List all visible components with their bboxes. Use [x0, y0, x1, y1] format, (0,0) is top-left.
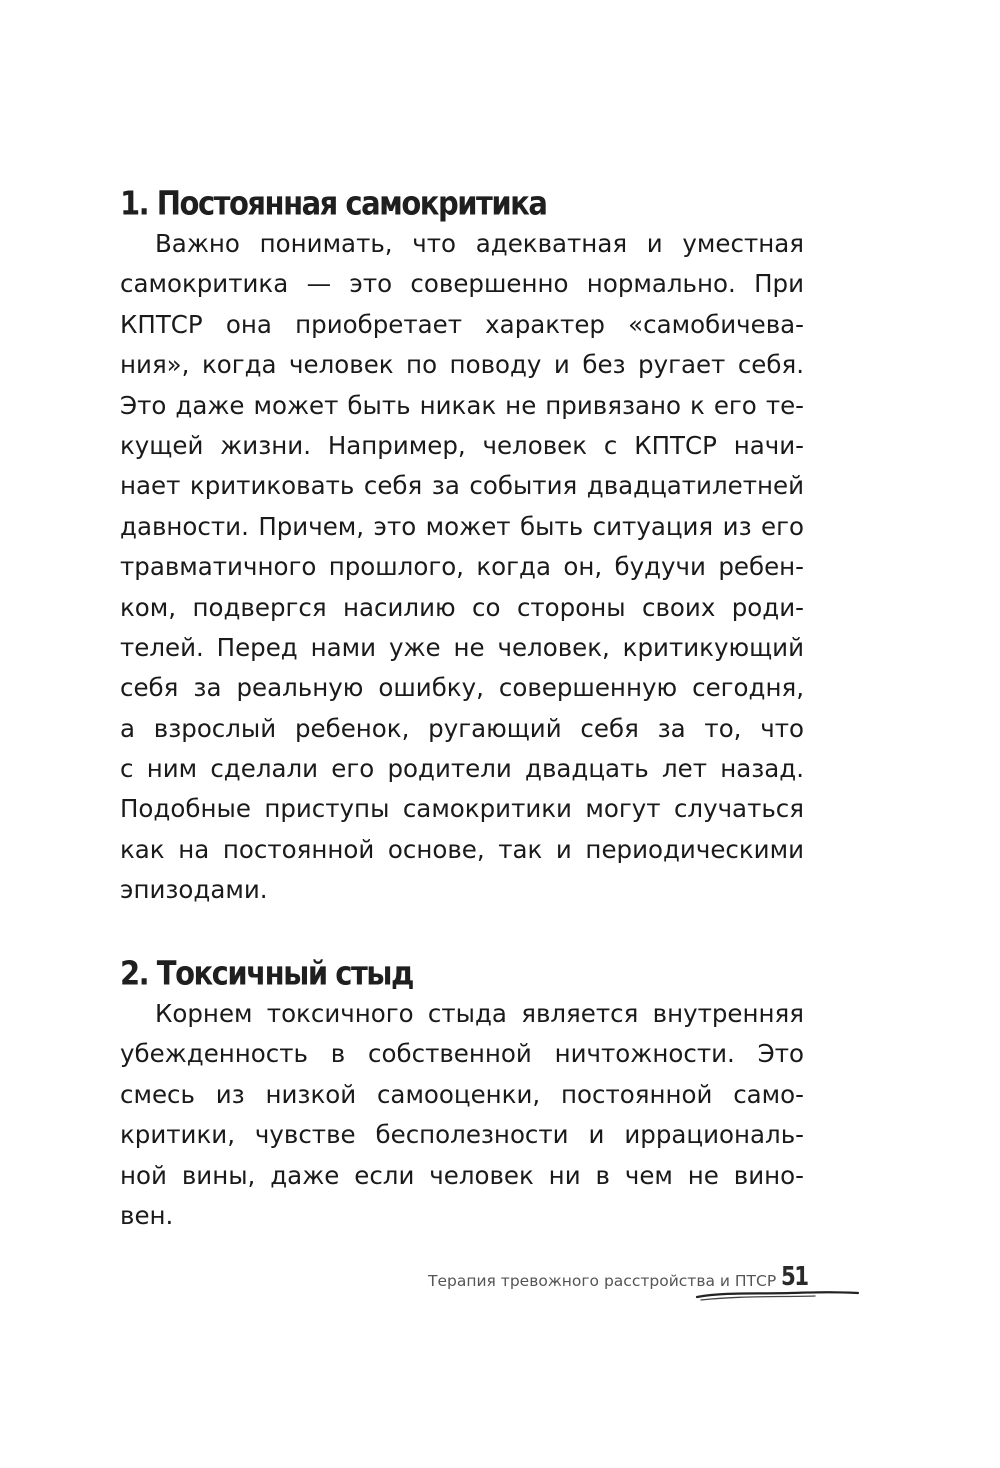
paragraph-line: как на постоянной основе, так и периодическими — [120, 834, 804, 864]
paragraph-line: ной вины, даже если человек ни в чем не вино- — [120, 1160, 804, 1190]
paragraph-line: критики, чувстве бесполезности и иррациональ- — [120, 1120, 804, 1150]
section-1-heading: 1. Постоянная самокритика — [120, 183, 547, 223]
paragraph-line: ния», когда человек по поводу и без ругает себя. — [120, 350, 804, 380]
paragraph-line: убежденность в собственной ничтожности. Это — [120, 1039, 804, 1069]
paragraph-line: Корнем токсичного стыда является внутренняя — [155, 999, 804, 1028]
paragraph-line: с ним сделали его родители двадцать лет назад. — [120, 754, 804, 784]
section-2-paragraph — [120, 994, 804, 1236]
running-title: Терапия тревожного расстройства и ПТСР — [428, 1272, 777, 1290]
paragraph-line: себя за реальную ошибку, совершенную сегодня, — [120, 673, 804, 703]
paragraph-line: Важно понимать, что адекватная и уместная — [155, 229, 804, 258]
section-2-heading: 2. Токсичный стыд — [120, 953, 413, 993]
section-1-paragraph — [120, 224, 804, 911]
paragraph-line: Подобные приступы самокритики могут случаться — [120, 794, 804, 824]
paragraph-line: эпизодами. — [120, 875, 268, 905]
paragraph-line: травматичного прошлого, когда он, будучи ребен- — [120, 552, 804, 582]
paragraph-line: вен. — [120, 1200, 174, 1230]
page-number: 51 — [781, 1262, 808, 1292]
paragraph-line: ком, подвергся насилию со стороны своих роди- — [120, 592, 804, 622]
paragraph-line: давности. Причем, это может быть ситуация из его — [120, 511, 804, 541]
paragraph-line: самокритика — это совершенно нормально. При — [120, 269, 804, 299]
paragraph-line: КПТСР она приобретает характер «самобичева- — [120, 309, 804, 339]
paragraph-line: смесь из низкой самооценки, постоянной само- — [120, 1079, 804, 1109]
paragraph-line: Это даже может быть никак не привязано к его те- — [120, 390, 804, 420]
paragraph-line: телей. Перед нами уже не человек, критикующий — [120, 632, 804, 662]
paragraph-line: кущей жизни. Например, человек с КПТСР начи- — [120, 430, 804, 460]
paragraph-line: а взрослый ребенок, ругающий себя за то, что — [120, 713, 804, 743]
decorative-underline-swoosh — [695, 1284, 860, 1304]
paragraph-line: нает критиковать себя за события двадцатилетней — [120, 471, 804, 501]
